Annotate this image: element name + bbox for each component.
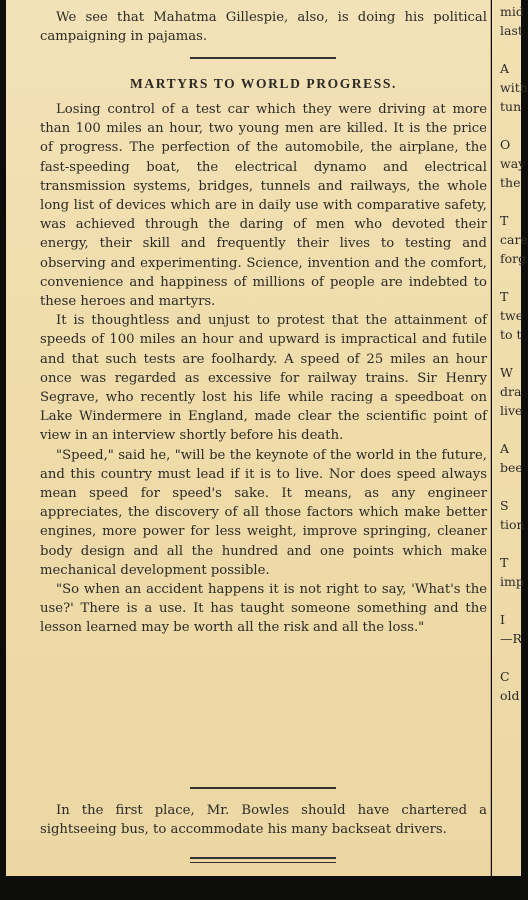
adjacent-column-fragment: S [500, 498, 509, 513]
adjacent-column-fragment: imp [500, 574, 524, 589]
adjacent-column-fragment: T [500, 555, 509, 570]
adjacent-column-fragment [500, 534, 525, 553]
rule-top [190, 57, 336, 59]
adjacent-column-fragment: last [500, 23, 523, 38]
adjacent-column-fragment [500, 268, 525, 287]
adjacent-column-fragment: old [500, 688, 520, 703]
article-body [40, 100, 487, 638]
adjacent-column-fragments [500, 2, 528, 705]
adjacent-column-fragment: —R [500, 631, 522, 646]
adjacent-column-fragment: live [500, 403, 523, 418]
adjacent-column-fragment: I [500, 612, 505, 627]
adjacent-column-fragment [500, 40, 525, 59]
headline: MARTYRS TO WORLD PROGRESS. [130, 76, 397, 91]
article-paragraph-4: "So when an accident happens it is not right to say, 'What's the use?' There is a use. It has taught someone something and the lesson learned may be worth all the risk and all the loss." [40, 582, 487, 636]
adjacent-column-fragment: to t [500, 327, 522, 342]
adjacent-column-fragment: bee [500, 460, 523, 475]
adjacent-column-fragment: A [500, 61, 510, 76]
adjacent-column-fragment: with [500, 80, 528, 95]
adjacent-column-fragment [500, 420, 525, 439]
adjacent-column-fragment: W [500, 365, 513, 380]
article-paragraph-3: "Speed," said he, "will be the keynote of the world in the future, and this country must lead if it is to live. Nor does speed always mean speed for speed's sake. It means, as any engineer appreciates, the discovery of all those factors which make better engines, more power for less weight, improve springing, cleaner body design and all the hundred and one points which make mechanical development possible. [40, 447, 487, 578]
adjacent-column-fragment: way [500, 156, 526, 171]
adjacent-column-fragment: dra [500, 384, 522, 399]
intro-text: We see that Mahatma Gillespie, also, is doing his political campaigning in pajamas. [40, 10, 487, 45]
adjacent-column-fragment: C [500, 669, 510, 684]
rule-bottom-2 [190, 862, 336, 863]
closing-text: In the first place, Mr. Bowles should have chartered a sightseeing bus, to accommodate his many backseat drivers. [40, 803, 487, 838]
adjacent-column-fragment [500, 344, 525, 363]
rule-middle [190, 787, 336, 789]
adjacent-column-fragment [500, 192, 525, 211]
rule-bottom-1 [190, 857, 336, 859]
intro-paragraph [40, 8, 487, 46]
adjacent-column-fragment [500, 591, 525, 610]
adjacent-column-fragment: T [500, 213, 509, 228]
adjacent-column-fragment [500, 477, 525, 496]
torn-edge [6, 876, 525, 900]
adjacent-column-fragment: twe [500, 308, 524, 323]
adjacent-column-fragment [500, 648, 525, 667]
article-paragraph-1: Losing control of a test car which they were driving at more than 100 miles an hour, two young men are killed. It is the price of progress. The perfection of the automobile, the airplane, the fast-speeding boat, the electrical dynamo and electrical transmission systems, bridges, tunnels and railways, the whole long list of devices which are in daily use with comparative safety, was achieved through the daring of men who devoted their energy, their skill and frequently their lives to testing and observing and experimenting. Science, invention and the comfort, convenience and happiness of millions of people are indebted to these heroes and martyrs. [40, 102, 487, 310]
adjacent-column-fragment: the [500, 175, 521, 190]
adjacent-column-fragment: tion [500, 517, 525, 532]
adjacent-column-fragment: forg [500, 251, 527, 266]
article-paragraph-2: It is thoughtless and unjust to protest that the attainment of speeds of 100 miles an hour and upward is impractical and futile and that such tests are foolhardy. A speed of 25 miles an hour once was regarded as excessive for railway trains. Sir Henry Segrave, who recently lost his life while racing a speedboat on Lake Windermere in England, made clear the scientific point of view in an interview shortly before his death. [40, 313, 487, 444]
adjacent-column-fragment: A [500, 441, 510, 456]
adjacent-column-fragment: tun [500, 99, 522, 114]
headline-block [40, 76, 487, 92]
adjacent-column-fragment: T [500, 289, 509, 304]
adjacent-column-fragment: mid [500, 4, 524, 19]
adjacent-column-fragment [500, 116, 525, 135]
closing-paragraph [40, 801, 487, 839]
adjacent-column-fragment: care [500, 232, 528, 247]
adjacent-column-fragment: O [500, 137, 511, 152]
